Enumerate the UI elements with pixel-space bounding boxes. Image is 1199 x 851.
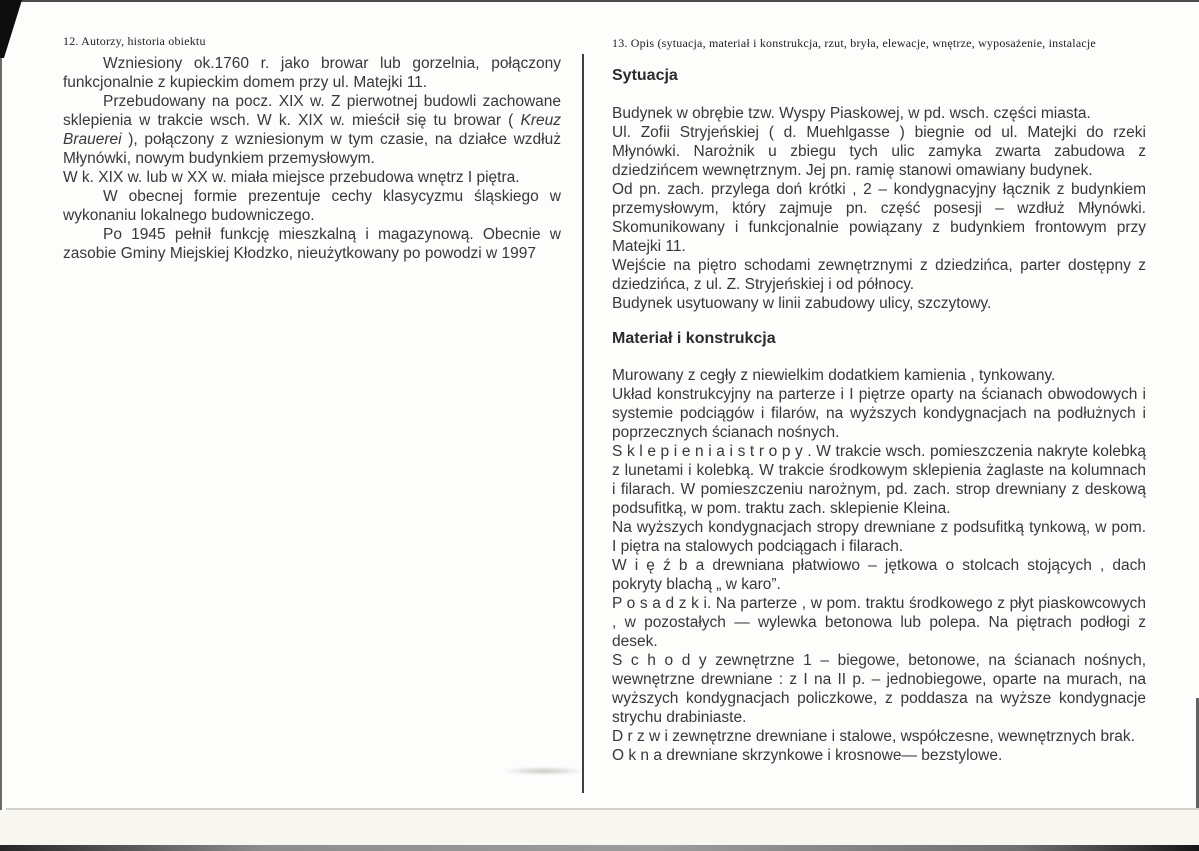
text-run: W k. XIX w. lub w XX w. miała miejsce przebudowa wnętrz I piętra. bbox=[63, 169, 520, 186]
paragraph bbox=[63, 92, 561, 168]
text-run: ), połączony z wzniesionym w tym czasie, na działce wzdłuż Młynówki, nowym budynkiem przemysłowym. bbox=[63, 131, 561, 167]
section-heading: Materiał i konstrukcja bbox=[612, 330, 776, 347]
field-12-authors-history bbox=[63, 34, 561, 263]
scan-corner-shadow bbox=[0, 0, 22, 58]
column-divider-line bbox=[582, 54, 584, 793]
paper-bottom-band bbox=[0, 810, 1199, 845]
text-run: Wzniesiony ok.1760 r. jako browar lub gorzelnia, połączony funkcjonalnie z kupieckim domem przy ul. Matejki 11. bbox=[63, 55, 561, 91]
paragraph: S c h o d y zewnętrzne 1 – biegowe, betonowe, na ścianach nośnych, wewnętrzne drewniane : z I na II p. – jednobiegowe, oparte na murach, na wyższych kondygnacjach policzkowe, z poddasza na wyższe kondygnacje strychu drabiniaste. bbox=[612, 652, 1146, 726]
paragraph bbox=[63, 168, 561, 187]
paragraph: Ul. Zofii Stryjeńskiej ( d. Muehlgasse ) biegnie od ul. Matejki do rzeki Młynówki. Narożnik u zbiegu tych ulic zamyka zwarta zabudowa z dziedzińcem wewnętrznym. Jej pn. ramię stanowi omawiany budynek. bbox=[612, 124, 1146, 179]
paragraph: Na wyższych kondygnacjach stropy drewniane z podsufitką tynkową, w pom. I piętra na stalowych podciągach i filarach. bbox=[612, 519, 1146, 555]
paragraph bbox=[63, 54, 561, 92]
section-heading: Sytuacja bbox=[612, 67, 678, 84]
scan-left-edge bbox=[0, 0, 2, 851]
scan-top-edge bbox=[0, 0, 1199, 2]
paragraph bbox=[63, 187, 561, 225]
field-13-sections bbox=[612, 66, 1146, 765]
paragraph: Układ konstrukcyjny na parterze i I piętrze oparty na ścianach obwodowych i systemie podciągów i filarów, na wyższych kondygnacjach na podłużnych i poprzecznych ścianach nośnych. bbox=[612, 386, 1146, 441]
paragraph: Budynek w obrębie tzw. Wyspy Piaskowej, w pd. wsch. części miasta. bbox=[612, 105, 1091, 122]
paragraph: S k l e p i e n i a i s t r o p y . W trakcie wsch. pomieszczenia nakryte kolebką z lunetami i kolebką. W trakcie środkowym sklepienia żaglaste na kolumnach i filarach. W pomieszczeniu narożnym, pd. zach. strop drewniany z deskową podsufitką, w pom. traktu zach. sklepienie Kleina. bbox=[612, 443, 1146, 517]
paragraph: Murowany z cegły z niewielkim dodatkiem kamienia , tynkowany. bbox=[612, 367, 1056, 384]
paragraph: P o s a d z k i. Na parterze , w pom. traktu środkowego z płyt piaskowcowych , w pozostałych — wylewka betonowa lub polepa. Na piętrach podłogi z desek. bbox=[612, 595, 1146, 650]
scan-bottom-edge bbox=[0, 845, 1199, 851]
paragraph bbox=[63, 225, 561, 263]
paragraph: D r z w i zewnętrzne drewniane i stalowe, współczesne, wewnętrznych brak. bbox=[612, 728, 1135, 745]
paragraph: W i ę ź b a drewniana płatwiowo – jętkowa o stolcach stojących , dach pokryty blachą „ w karo”. bbox=[612, 557, 1146, 593]
paragraph: Budynek usytuowany w linii zabudowy ulicy, szczytowy. bbox=[612, 295, 992, 312]
paragraph: Wejście na piętro schodami zewnętrznymi z dziedzińca, parter dostępny z dziedzińca, z ul. Z. Stryjeńskiej i od północy. bbox=[612, 257, 1146, 293]
text-run: Przebudowany na pocz. XIX w. Z pierwotnej budowli zachowane sklepienia w trakcie wsch. W k. XIX w. mieścił się tu browar ( bbox=[63, 93, 561, 129]
field-13-header: 13. Opis (sytuacja, materiał i konstrukcja, rzut, bryła, elewacje, wnętrze, wyposażenie, instalacje bbox=[612, 36, 1096, 50]
pencil-smudge bbox=[505, 767, 583, 775]
text-run: Po 1945 pełnił funkcję mieszkalną i magazynową. Obecnie w zasobie Gminy Miejskiej Kłodzko, nieużytkowany po powodzi w 1997 bbox=[63, 226, 561, 262]
field-12-header: 12. Autorzy, historia obiektu bbox=[63, 34, 206, 48]
paragraph: O k n a drewniane skrzynkowe i krosnowe— bezstylowe. bbox=[612, 747, 1003, 764]
field-12-body bbox=[63, 54, 561, 263]
paragraph: Od pn. zach. przylega doń krótki , 2 – kondygnacyjny łącznik z budynkiem przemysłowym, który zajmuje pn. część posesji – wzdłuż Młynówki. Skomunikowany i funkcjonalnie powiązany z budynkiem frontowym przy Matejki 11. bbox=[612, 181, 1146, 255]
field-13-description bbox=[612, 36, 1146, 765]
text-run: W obecnej formie prezentuje cechy klasycyzmu śląskiego w wykonaniu lokalnego budowniczego. bbox=[63, 188, 561, 224]
italic-text-run: Kreuz Brauerei bbox=[63, 112, 561, 148]
